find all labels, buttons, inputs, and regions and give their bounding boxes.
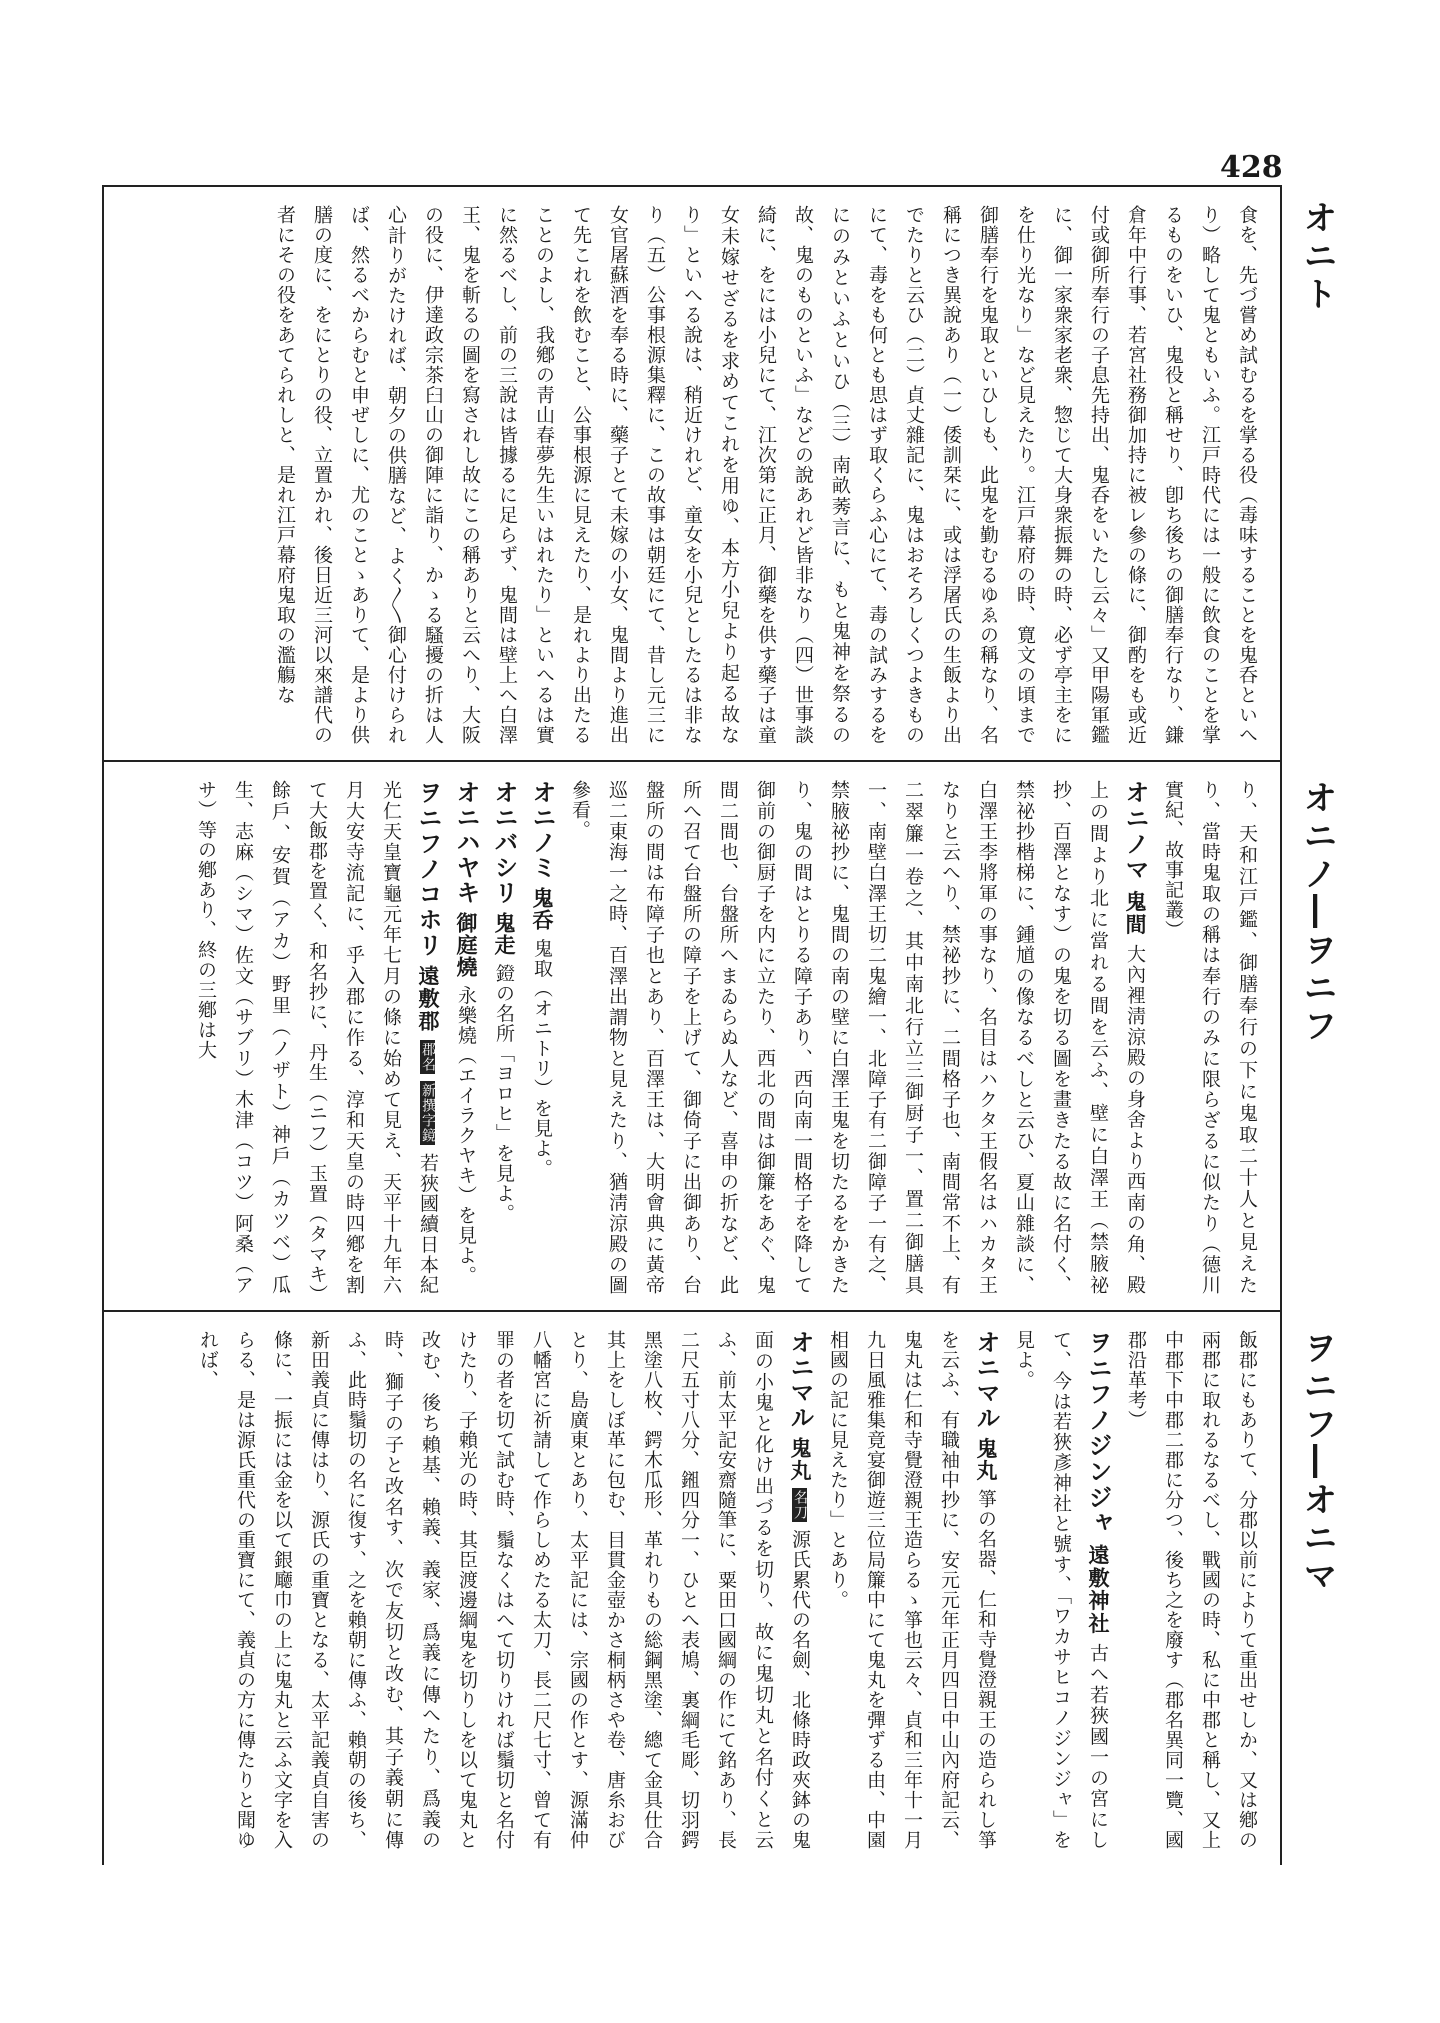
frame-right-rule [1280,185,1282,1865]
entry-kanji: 鬼呑 [530,887,555,932]
entry-oninoma [561,780,1154,1295]
page-number: 428 [1220,150,1283,185]
entry-kanji: 御庭燒 [454,912,479,979]
entry-onimaru-tachi [189,1330,819,1850]
entry-heading: ヲニフノジンジャ [1084,1330,1112,1537]
frame-left-rule [102,185,104,1865]
entry-onimaru-koto [819,1330,1005,1850]
frame-top-rule [102,185,1282,187]
entry-kanji: 鬼丸 [974,1437,999,1482]
entry-heading: オニバシリ [490,780,518,905]
entry-onifunokohori [187,780,447,1295]
entry-kanji: 遠敷神社 [1086,1544,1111,1636]
section-2-text [120,780,1265,1295]
entry-heading: オニマル [972,1330,1000,1431]
entry-kanji: 遠敷郡 [416,965,441,1033]
entry-body: 古へ若狹國一の宮にして、今は若狹彥神社と號す、「ワカサヒコノジンジャ」を見よ。 [1013,1330,1109,1850]
entry-body: 箏の名器、仁和寺覺澄親王の造られし箏を云ふ、有職袖中抄に、安元元年正月四日中山內府記云、鬼丸は仁和寺覺澄親王造らるゝ箏也云々、貞和三年十一月九日風雅集竟宴御遊三位局簾中にて鬼丸を彈ずる由、中園相國の記に見えたり」とあり。 [827,1330,997,1850]
entry-body: 源氏累代の名劍、北條時政夾鉢の鬼面の小鬼と化け出づるを切り、故に鬼切丸と名付くと云ふ、前太平記安齋隨筆に、粟田口國綱の作にて銘あり、長二尺五寸八分、鎺四分一、ひとへ表鳩、裏綱毛彫、切羽鍔黑塗八枚、鍔木瓜形、革れりもの総鋼黑塗、總て金具仕合其上をしぼ革に包む、目貫金壺かさ桐柄さや卷、唐糸おびとり、島廣東とあり、太平記には、宗國の作とす、源滿仲八幡宮に祈請して作らしめたる太刀、長二尺七寸、曾て有罪の者を切て試む時、鬚なくはへて切りければ鬚切と名付けたり、子賴光の時、其臣渡邊綱鬼を切りしを以て鬼丸と改む、後ち賴基、賴義、義家、爲義に傳へたり、爲義の時、獅子の子と改名す、次で友切と改む、其子義朝に傳ふ、此時鬚切の名に復す、之を賴朝に傳ふ、賴朝の後ち、新田義貞に傳はり、源氏の重寶となる、太平記義貞自害の條に、一振には金を以て銀廰巾の上に鬼丸と云ふ文字を入らる、是は源氏重代の重寶にて、義貞の方に傳たりと聞ゆれば、 [197,1330,811,1850]
section-1-paragraph: 食を、先づ嘗め試むるを掌る役（毒味することを鬼呑といへり）略して鬼ともいふ。江戸時代には一般に飲食のことを掌るものをいひ、鬼役と稱せり、卽ち後ちの御膳奉行なり、鎌倉年中行事、若宮社務御加持に被レ參の條に、御酌をも或近付或御所奉行の子息先持出、鬼呑をいたし云々」又甲陽軍鑑に、御一家衆家老衆、惣じて大身衆振舞の時、必ず亭主をにを仕り光なり」など見えたり。江戸幕府の時、寛文の頃まで御膳奉行を鬼取といひしも、此鬼を勤むるゆゑの稱なり、名稱につき異說あり（一）倭訓栞に、或は浮屠氏の生飯より出でたりと云ひ（二）貞丈雜記に、鬼はおそろしくつよきものにて、毒をも何とも思はず取くらふ心にて、毒の試みするをにのみといふといひ（三）南畝莠言に、もと鬼神を祭るの故、鬼のものといふ」などの說あれど皆非なり（四）世事談綺に、をには小兒にて、江次第に正月、御藥を供す藥子は童女未嫁せざるを求めてこれを用ゆ、本方小兒より起る故なり」といへる說は、稍近けれど、童女を小兒としたるは非なり（五）公事根源集釋に、この故事は朝廷にて、昔し元三に女官屠蘇酒を奉る時に、藥子とて未嫁の小女、鬼間より進出て先これを飲むこと、公事根源に見えたり、是れより出たることのよし、我鄕の靑山春夢先生いはれたり」といへるは實に然るべし、前の三說は皆據るに足らず、鬼間は壁上へ白澤王、鬼を斬るの圖を寫されし故にこの稱ありと云へり、大阪の役に、伊達政宗茶臼山の御陣に詣り、かゝる騷擾の折は人心計りがたければ、朝夕の供膳など、よく〳〵御心付けられば、然るべからむと申ぜしに、尤のことゝありて、是より供膳の度に、をにとりの役、立置かれ、後日近三河以來譜代の者にその役をあてられしと、是れ江戸幕府鬼取の濫觴な [274,205,1258,745]
section-divider-1 [102,760,1282,762]
entry-onihayaki [447,780,485,1295]
entry-onibashiri [485,780,523,1295]
running-header-3: ヲニフ―オニマ [1297,1330,1337,1596]
category-tag: 名刀 [792,1490,808,1521]
entry-heading: オニノマ [1121,780,1149,883]
entry-body: 若狹國續日本紀光仁天皇寶龜元年七月の條に始めて見え、天平十九年六月大安寺流記に、乎入郡に作る、淳和天皇の時四鄕を割て大飯郡を置く、和名抄に、丹生（ニフ）玉置（タマキ）餘戶、安賀（アカ）野里（ノザト）神戶（カツベ）瓜生、志麻（シマ）佐文（サブリ）木津（コツ）阿桑（アサ）等の鄕あり、終の三鄕は大 [195,780,439,1295]
entry-heading: オニマル [786,1330,814,1431]
section-3-continuation: 飯郡にもありて、分郡以前によりて重出せしか、又は鄕の兩郡に取れるなるべし、戰國の時、私に中郡と稱し、又上中郡下中郡二郡に分つ、後ち之を廢す（郡名異同一覽、國郡沿革考） [1125,1330,1258,1850]
entry-kanji: 鬼丸 [788,1437,813,1482]
source-tag: 新撰字鏡 [420,1083,436,1144]
entry-body: 永樂燒（エイラクヤキ）を見よ。 [455,985,477,1286]
entry-kanji: 鬼間 [1123,890,1148,936]
entry-body: 鬼取（オニトリ）を見よ。 [531,938,553,1179]
running-header-2: オニノ―ヲニフ [1297,780,1337,1046]
section-3-text [120,1330,1265,1850]
running-header-1: オニト [1297,200,1337,314]
entry-body: 大內裡淸涼殿の身舍より西南の角、殿上の間より北に當れる間を云ふ、壁に白澤王（禁腋祕抄、百澤となす）の鬼を切る圖を畫きたる故に名付く、禁祕抄楷梯に、鍾馗の像なるべしと云ひ、夏山雜談に、白澤王李將軍の事なり、名目はハクタ王假名はハカタ王なりと云へり、禁祕抄に、二間格子也、南間常不上、有二翠簾一卷之、其中南北行立三御厨子一、置二御膳具一、南壁白澤王切二鬼繪一、北障子有二御障子一有之、禁腋祕抄に、鬼間の南の壁に白澤王鬼を切たるをかきたり、鬼の間はとりる障子あり、西向南一間格子を降して御前の御厨子を内に立たり、西北の間は御簾をあぐ、鬼間二間也、台盤所へまゐらぬ人など、喜申の折など、此所へ召て台盤所の障子を上げて、御倚子に出御あり、台盤所の間は布障子也とあり、百澤王は、大明會典に黃帝巡二東海一之時、百澤出謂物と見えたり、猶淸涼殿の圖參看。 [569,780,1146,1295]
entry-body: 鐙の名所「ヨロヒ」を見よ。 [493,963,515,1224]
section-1-text [120,205,1265,745]
entry-heading: オニノミ [528,780,556,880]
entry-oninomi [523,780,561,1295]
entry-heading: オニハヤキ [452,780,480,905]
entry-kanji: 鬼走 [492,912,517,957]
section-2-continuation: り、天和江戸鑑、御膳奉行の下に鬼取二十人と見えたり、當時鬼取の稱は奉行のみに限らざるに似たり（德川實紀、故事記叢） [1162,780,1258,1295]
section-divider-2 [102,1310,1282,1312]
category-tag: 郡名 [420,1041,436,1072]
entry-heading: ヲニフノコホリ [414,780,442,958]
entry-onifunojinja [1005,1330,1117,1850]
